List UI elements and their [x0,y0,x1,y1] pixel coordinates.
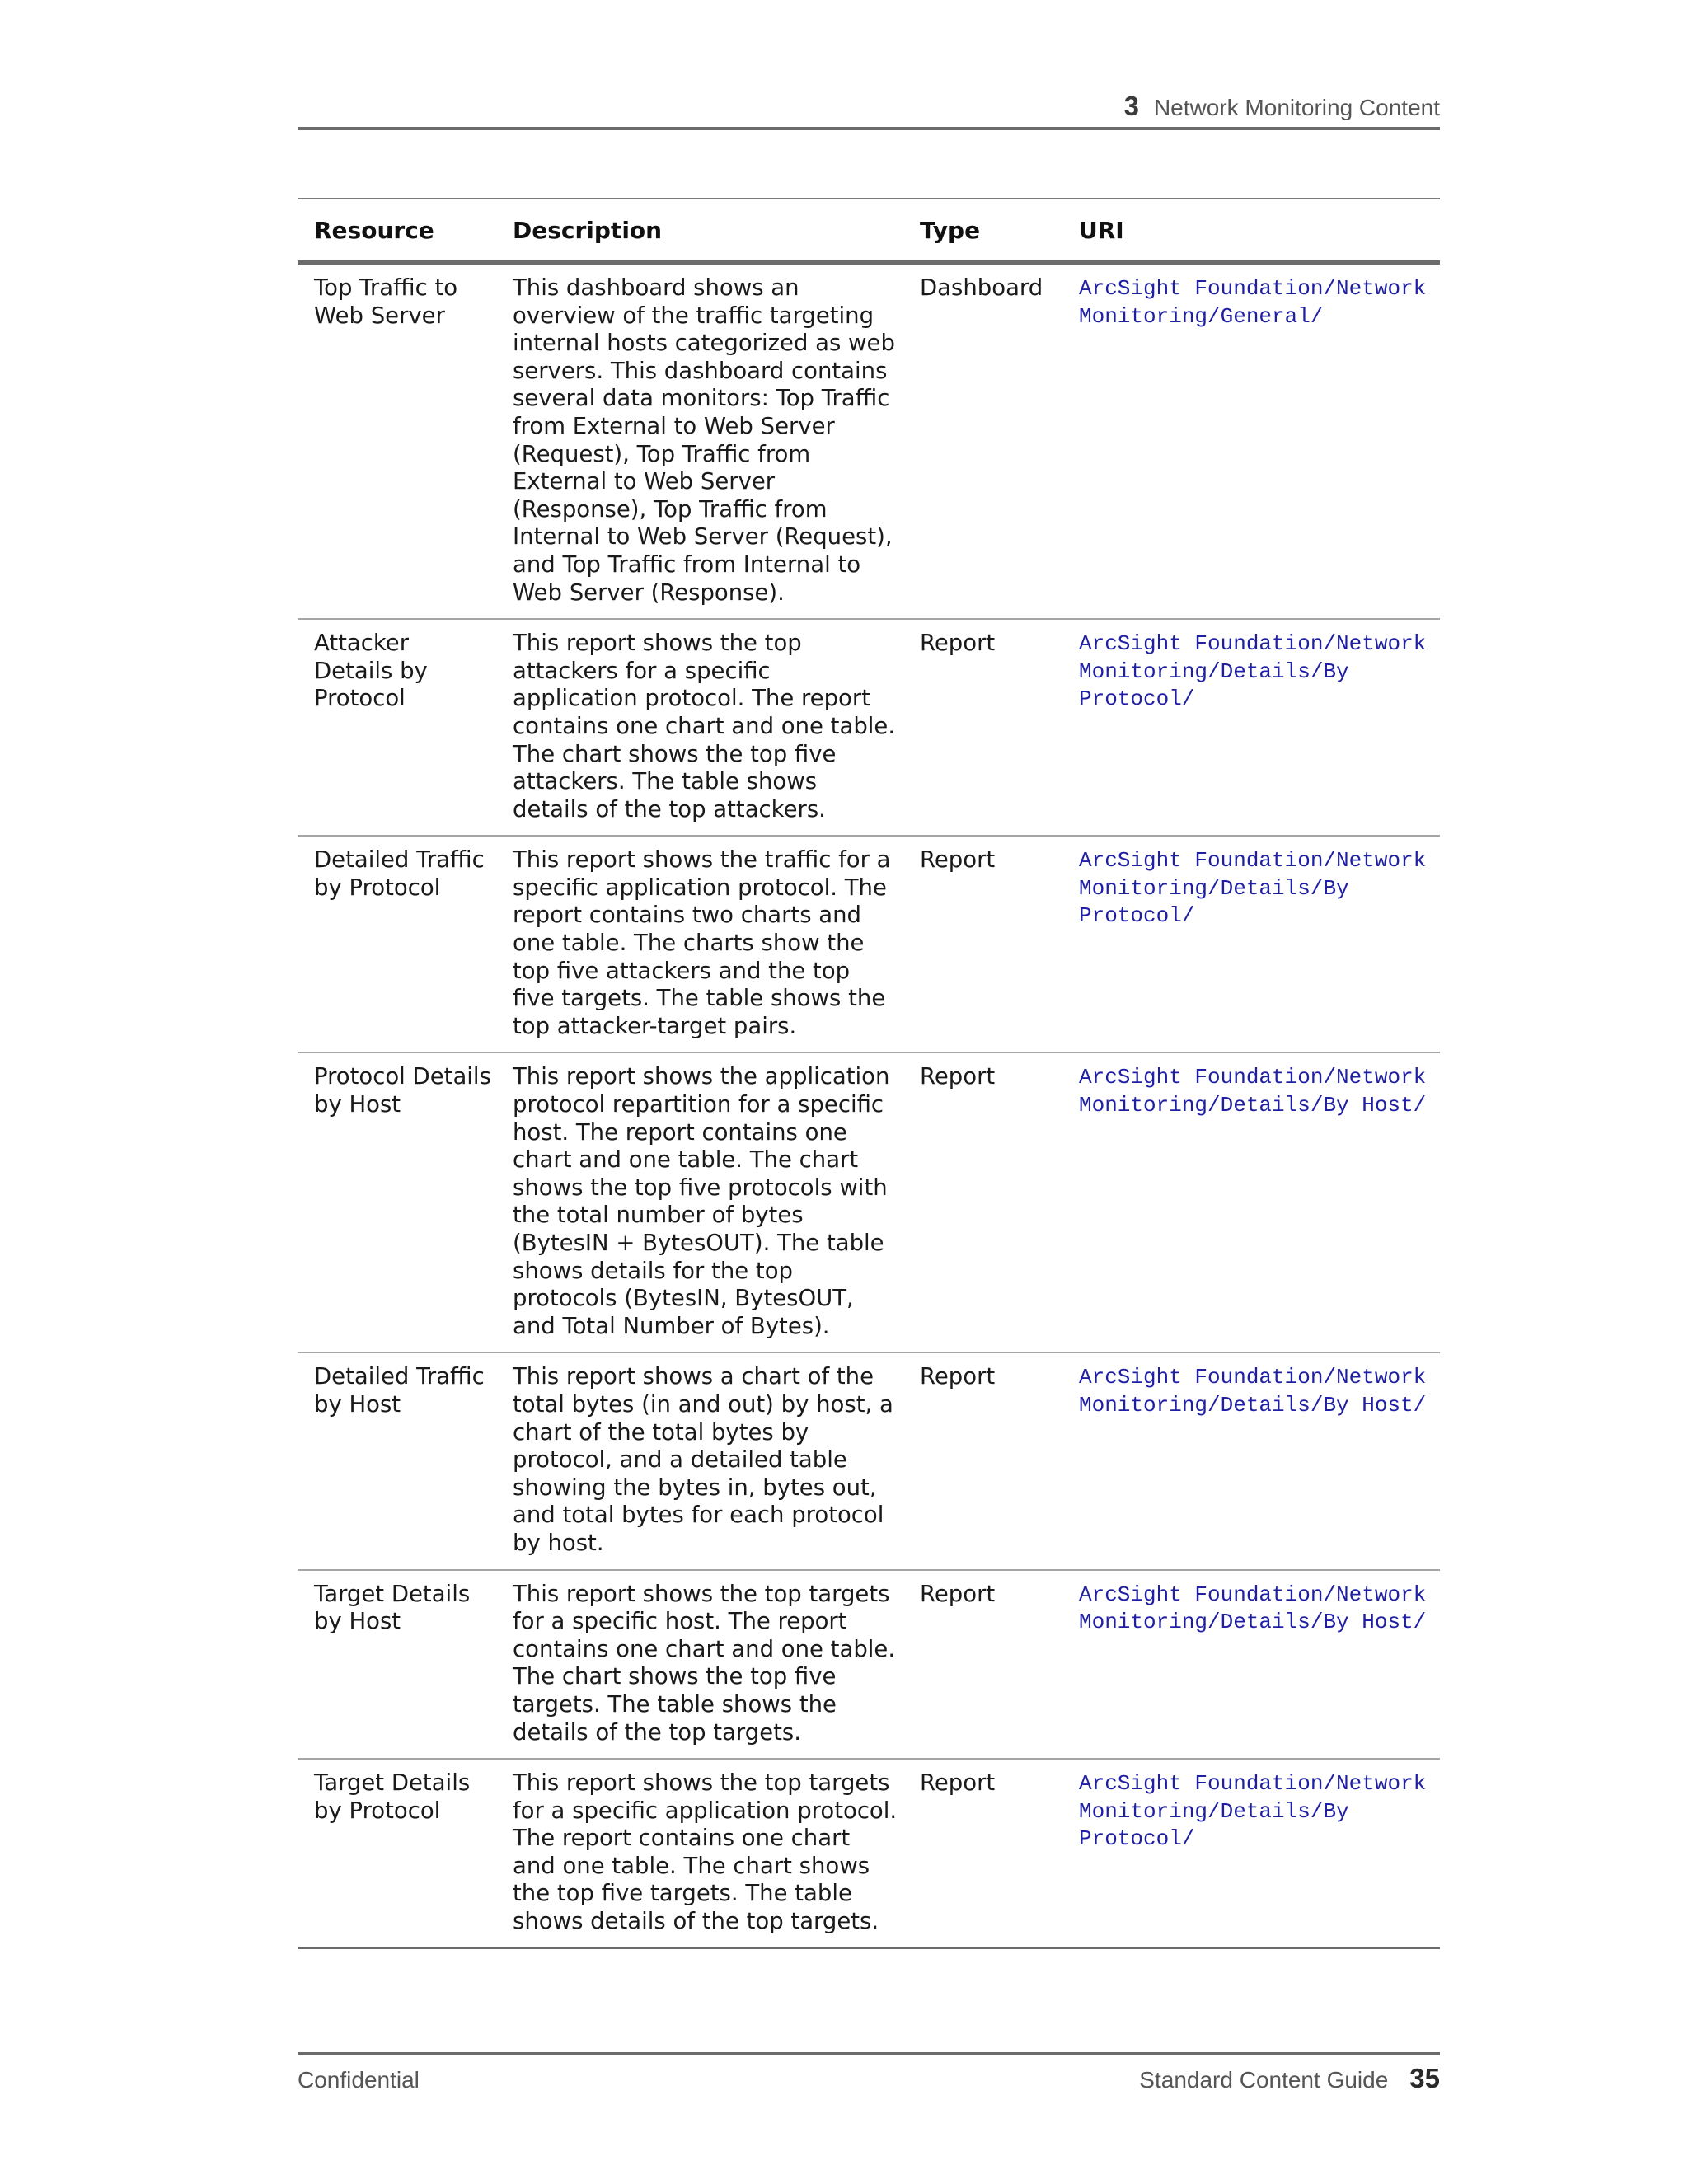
table-row [298,619,1440,836]
uri-cell: ArcSight Foundation/Network Monitoring/Details/By Protocol/ [1079,631,1427,712]
type-cell: Report [920,1769,996,1797]
confidential-label: Confidential [298,2067,420,2093]
table-header-row [298,199,1440,263]
description-cell: This report shows the top targets for a specific application protocol. The report contains one chart and one table. The chart shows the top five targets. The table shows details of the top targets. [513,1769,898,1935]
table-row [298,1570,1440,1760]
resource-cell: Detailed Traffic by Host [314,1363,485,1418]
chapter-title: Network Monitoring Content [1153,95,1440,120]
resource-cell: Protocol Details by Host [314,1063,491,1118]
uri-cell: ArcSight Foundation/Network Monitoring/Details/By Host/ [1079,1365,1427,1418]
table-row [298,263,1440,620]
type-cell: Report [920,1363,996,1390]
uri-cell: ArcSight Foundation/Network Monitoring/Details/By Protocol/ [1079,1771,1427,1852]
footer-guide-info [1139,2063,1440,2094]
description-cell: This report shows the application protocol repartition for a specific host. The report contains one chart and one table. The chart shows the top five protocols with the total number of bytes (BytesIN + BytesOUT). The table shows details for the top protocols (BytesIN, BytesOUT, and Total Number of Bytes). [513,1063,890,1339]
description-cell: This report shows a chart of the total bytes (in and out) by host, a chart of the total bytes by protocol, and a detailed table showing the bytes in, bytes out, and total bytes for each protocol by host. [513,1363,893,1556]
uri-cell: ArcSight Foundation/Network Monitoring/Details/By Protocol/ [1079,848,1427,929]
resource-cell: Top Traffic to Web Server [314,274,458,329]
chapter-number: 3 [1123,91,1139,121]
resource-cell: Attacker Details by Protocol [314,630,428,712]
resources-table [298,198,1440,1949]
uri-cell: ArcSight Foundation/Network Monitoring/General/ [1079,276,1427,329]
table-row [298,836,1440,1052]
description-cell: This report shows the top attackers for a specific application protocol. The report contains one chart and one table. The chart shows the top five attackers. The table shows details of the top attackers. [513,630,896,823]
table-row [298,1052,1440,1352]
type-cell: Report [920,1580,996,1607]
type-cell: Dashboard [920,274,1043,301]
description-cell: This report shows the top targets for a specific host. The report contains one chart and one table. The chart shows the top five targets. The table shows the details of the top targets. [513,1580,896,1746]
uri-cell: ArcSight Foundation/Network Monitoring/Details/By Host/ [1079,1582,1427,1635]
guide-title: Standard Content Guide [1139,2067,1389,2093]
description-cell: This report shows the traffic for a specific application protocol. The report contains two charts and one table. The charts show the top five attackers and the top five targets. The table shows the top attacker-target pairs. [513,846,891,1039]
table-row [298,1352,1440,1569]
column-header-resource: Resource [314,216,434,244]
resource-cell: Target Details by Host [314,1580,471,1635]
column-header-uri: URI [1079,216,1124,244]
type-cell: Report [920,630,996,657]
resource-cell: Detailed Traffic by Protocol [314,846,485,901]
page-number: 35 [1409,2063,1440,2093]
type-cell: Report [920,846,996,874]
column-header-description: Description [513,216,663,244]
page-header [298,89,1440,130]
column-header-type: Type [920,216,981,244]
table-row [298,1759,1440,1948]
page-footer [298,2052,1440,2093]
uri-cell: ArcSight Foundation/Network Monitoring/Details/By Host/ [1079,1065,1427,1118]
resource-cell: Target Details by Protocol [314,1769,471,1824]
chapter-heading [1124,91,1440,122]
description-cell: This dashboard shows an overview of the traffic targeting internal hosts categorized as web servers. This dashboard contains several data monitors: Top Traffic from External to Web Server (Request), Top Traffic from External to Web Server (Response), Top Traffic from Internal to Web Server (Request), and Top Traffic from Internal to Web Server (Response). [513,274,895,606]
type-cell: Report [920,1063,996,1090]
